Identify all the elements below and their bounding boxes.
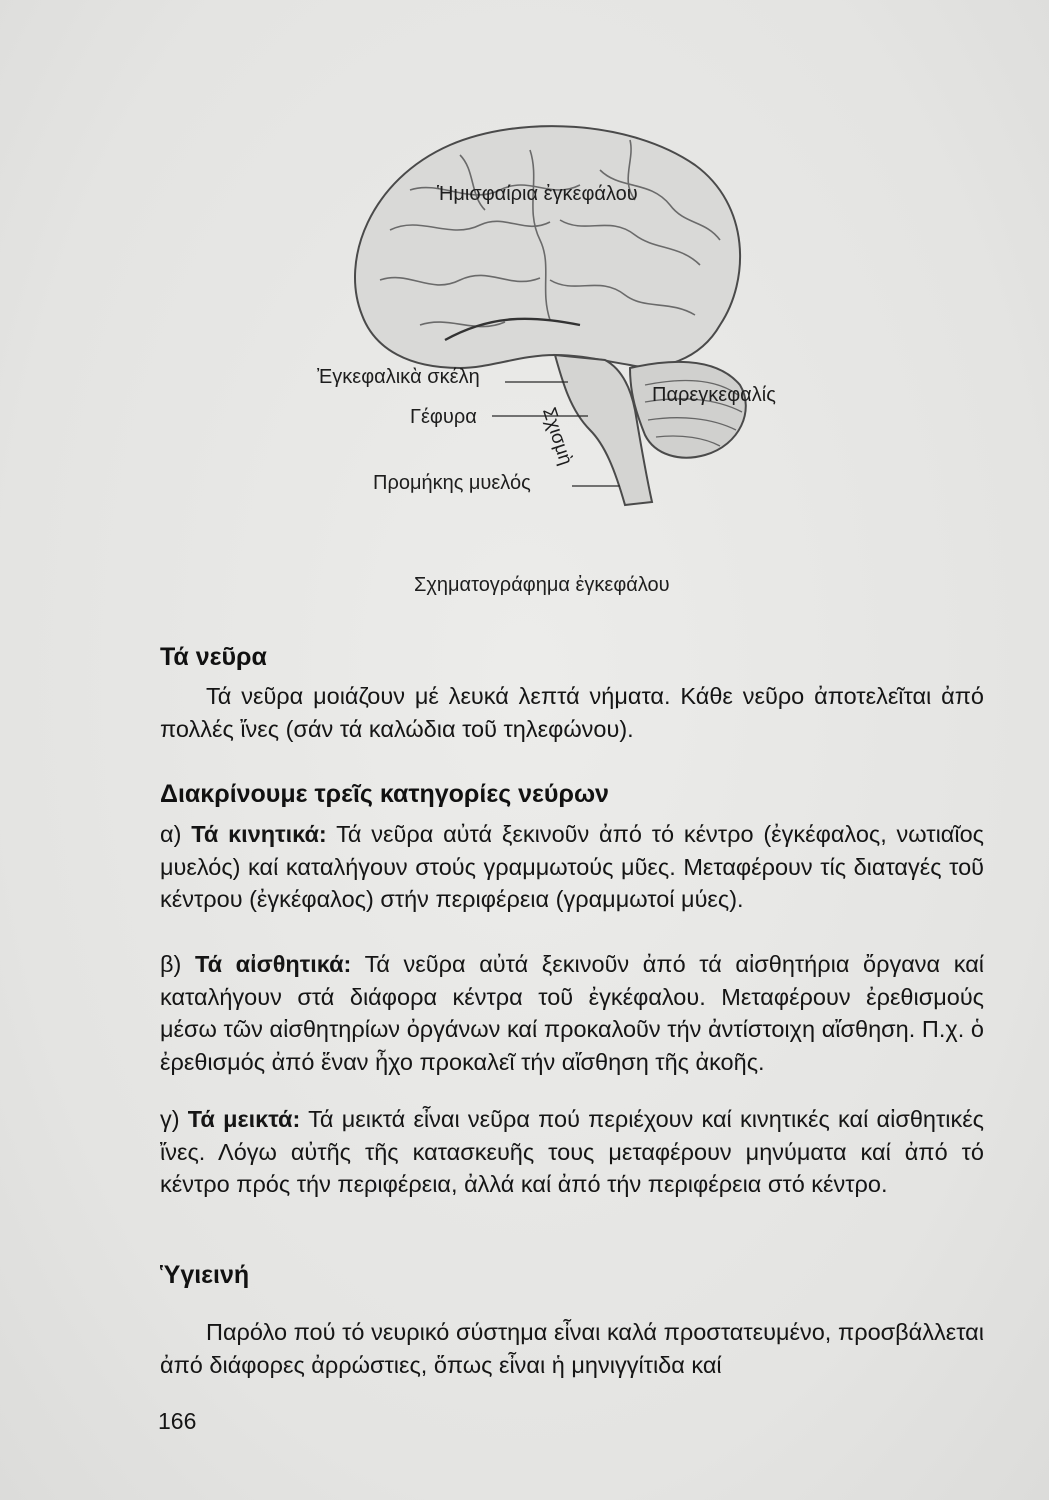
label-hemispheres: Ἡμισφαίρια ἐγκεφάλου	[437, 183, 638, 205]
page-number: 166	[158, 1408, 197, 1434]
cerebellum-shape	[630, 362, 746, 458]
label-cerebellum: Παρεγκεφαλίς	[652, 384, 776, 406]
item-motor	[160, 818, 984, 916]
label-peduncles: Ἐγκεφαλικὰ σκέλη	[317, 366, 480, 388]
heading-categories: Διακρίνουμε τρεῖς κατηγορίες νεύρων	[160, 780, 609, 808]
paragraph-nerves: Τά νεῦρα μοιάζουν μέ λευκά λεπτά νήματα. Κάθε νεῦρο ἀποτελεῖται ἀπό πολλές ἴνες (σάν τά καλώδια τοῦ τηλεφώνου).	[160, 683, 984, 742]
item-term: Τά κινητικά:	[191, 821, 327, 847]
paragraph-hygiene: Παρόλο πού τό νευρικό σύστημα εἶναι καλά προστατευμένο, προσβάλλεται ἀπό διάφορες ἀρρώστιες, ὅπως εἶναι ἡ μηνιγγίτιδα καί	[160, 1319, 984, 1378]
heading-hygiene: Ὑγιεινή	[160, 1261, 250, 1289]
item-marker: γ)	[160, 1106, 180, 1132]
item-mixed	[160, 1103, 984, 1201]
item-term: Τά μεικτά:	[187, 1106, 301, 1132]
label-medulla: Προμήκης μυελός	[373, 472, 531, 494]
item-text: Τά μεικτά εἶναι νεῦρα πού περιέχουν καί κινητικές καί αἰσθητικές ἴνες. Λόγω αὐτῆς τῆς κατασκευῆς τους μεταφέρουν μηνύματα καί ἀπό τό κέντρο πρός τήν περιφέρεια, ἀλλά καί ἀπό τήν περιφέρεια στό κέντρο.	[160, 1106, 985, 1197]
heading-nerves: Τά νεῦρα	[160, 643, 267, 671]
brain-diagram	[300, 110, 760, 530]
item-marker: α)	[160, 821, 182, 847]
item-marker: β)	[160, 951, 182, 977]
cerebrum-shape	[355, 126, 740, 368]
item-sensory	[160, 948, 984, 1078]
figure-caption: Σχηματογράφημα ἐγκεφάλου	[414, 574, 670, 596]
item-term: Τά αἰσθητικά:	[194, 951, 352, 977]
item-text: Τά νεῦρα αὐτά ξεκινοῦν ἀπό τό κέντρο (ἐγκέφαλος, νωτιαῖος μυελός) καί καταλήγουν στούς γραμμωτούς μῦες. Μεταφέρουν τίς διαταγές τοῦ κέντρου (ἐγκέφαλος) στήν περιφέρεια (γραμμωτοί μύες).	[160, 821, 985, 912]
label-fissure: Σχισμὴ	[538, 405, 577, 468]
item-text: Τά νεῦρα αὐτά ξεκινοῦν ἀπό τά αἰσθητήρια ὄργανα καί καταλήγουν στά διάφορα κέντρα τοῦ ἐγκέφαλου. Μεταφέρουν ἐρεθισμούς μέσω τῶν αἰσθητηρίων ὀργάνων καί προκαλοῦν τήν ἀντίστοιχη αἴσθηση. Π.χ. ὁ ἐρεθισμός ἀπό ἕναν ἦχο προκαλεῖ τήν αἴσθηση τῆς ἀκοῆς.	[160, 951, 985, 1075]
label-pons: Γέφυρα	[410, 406, 477, 428]
brain-illustration	[300, 110, 760, 530]
